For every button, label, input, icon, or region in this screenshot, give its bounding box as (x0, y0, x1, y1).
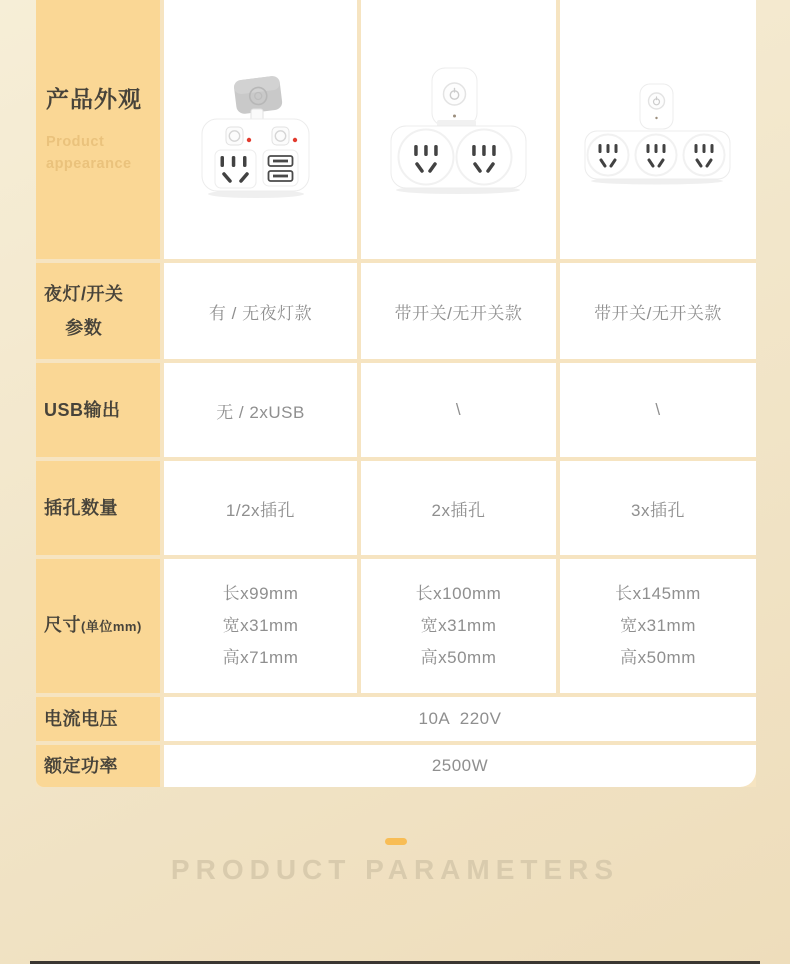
power-button (443, 83, 465, 105)
cell-sockets-product1: 1/2x插孔 (164, 461, 357, 555)
product-image-cell-3 (560, 0, 756, 259)
row-header-usb-output: USB输出 (36, 363, 160, 457)
cell-current-voltage: 10A 220V (164, 697, 756, 741)
row-header-appearance (36, 0, 160, 259)
row-header-nightlight-switch (36, 263, 160, 359)
product-image-cell-1 (164, 0, 357, 259)
cell-usb-product2: \ (361, 363, 556, 457)
row-header-appearance-label: 产品外观 (46, 85, 142, 112)
cell-sockets-product2: 2x插孔 (361, 461, 556, 555)
indicator-led (246, 137, 250, 141)
socket-3 (684, 134, 725, 175)
row-header-dimensions (36, 559, 160, 693)
power-button (649, 93, 665, 109)
cell-usb-product1: 无 / 2xUSB (164, 363, 357, 457)
indicator-led (292, 137, 296, 141)
product-3-triple-socket-adapter-image (583, 74, 733, 186)
product-image-cell-2 (361, 0, 556, 259)
dimensions-unit-label: (单位mm) (81, 619, 142, 634)
row-header-rated-power: 额定功率 (36, 745, 160, 787)
socket-2 (636, 134, 677, 175)
socket-1 (588, 134, 629, 175)
section-heading-english: PRODUCT PARAMETERS (170, 854, 620, 885)
cell-size-product3: 长x145mm 宽x31mm 高x50mm (560, 559, 756, 693)
row-header-current-voltage: 电流电压 (36, 697, 160, 741)
row-header-nightlight-line1: 夜灯/开关 (44, 284, 124, 304)
socket-panel (215, 150, 256, 188)
section-accent-dash (385, 838, 407, 845)
row-header-nightlight-line2: 参数 (65, 318, 103, 338)
cell-size-product1: 长x99mm 宽x31mm 高x71mm (164, 559, 357, 693)
product-2-dual-socket-adapter-image (389, 65, 529, 195)
socket-left (398, 129, 453, 184)
socket-right (456, 129, 511, 184)
cell-nightlight-product1: 有 / 无夜灯款 (164, 263, 357, 359)
cell-rated-power: 2500W (164, 745, 756, 787)
cell-nightlight-product2: 带开关/无开关款 (361, 263, 556, 359)
cell-sockets-product3: 3x插孔 (560, 461, 756, 555)
cell-nightlight-product3: 带开关/无开关款 (560, 263, 756, 359)
row-header-socket-count: 插孔数量 (36, 461, 160, 555)
product-1-night-light-usb-adapter-image (196, 60, 326, 200)
switch-button-left (226, 127, 243, 145)
row-header-appearance-en: Product appearance (46, 133, 132, 172)
cell-size-product2: 长x100mm 宽x31mm 高x50mm (361, 559, 556, 693)
product-spec-table (36, 0, 756, 787)
dimensions-label: 尺寸 (44, 615, 81, 635)
switch-button-right (272, 127, 289, 145)
cell-usb-product3: \ (560, 363, 756, 457)
